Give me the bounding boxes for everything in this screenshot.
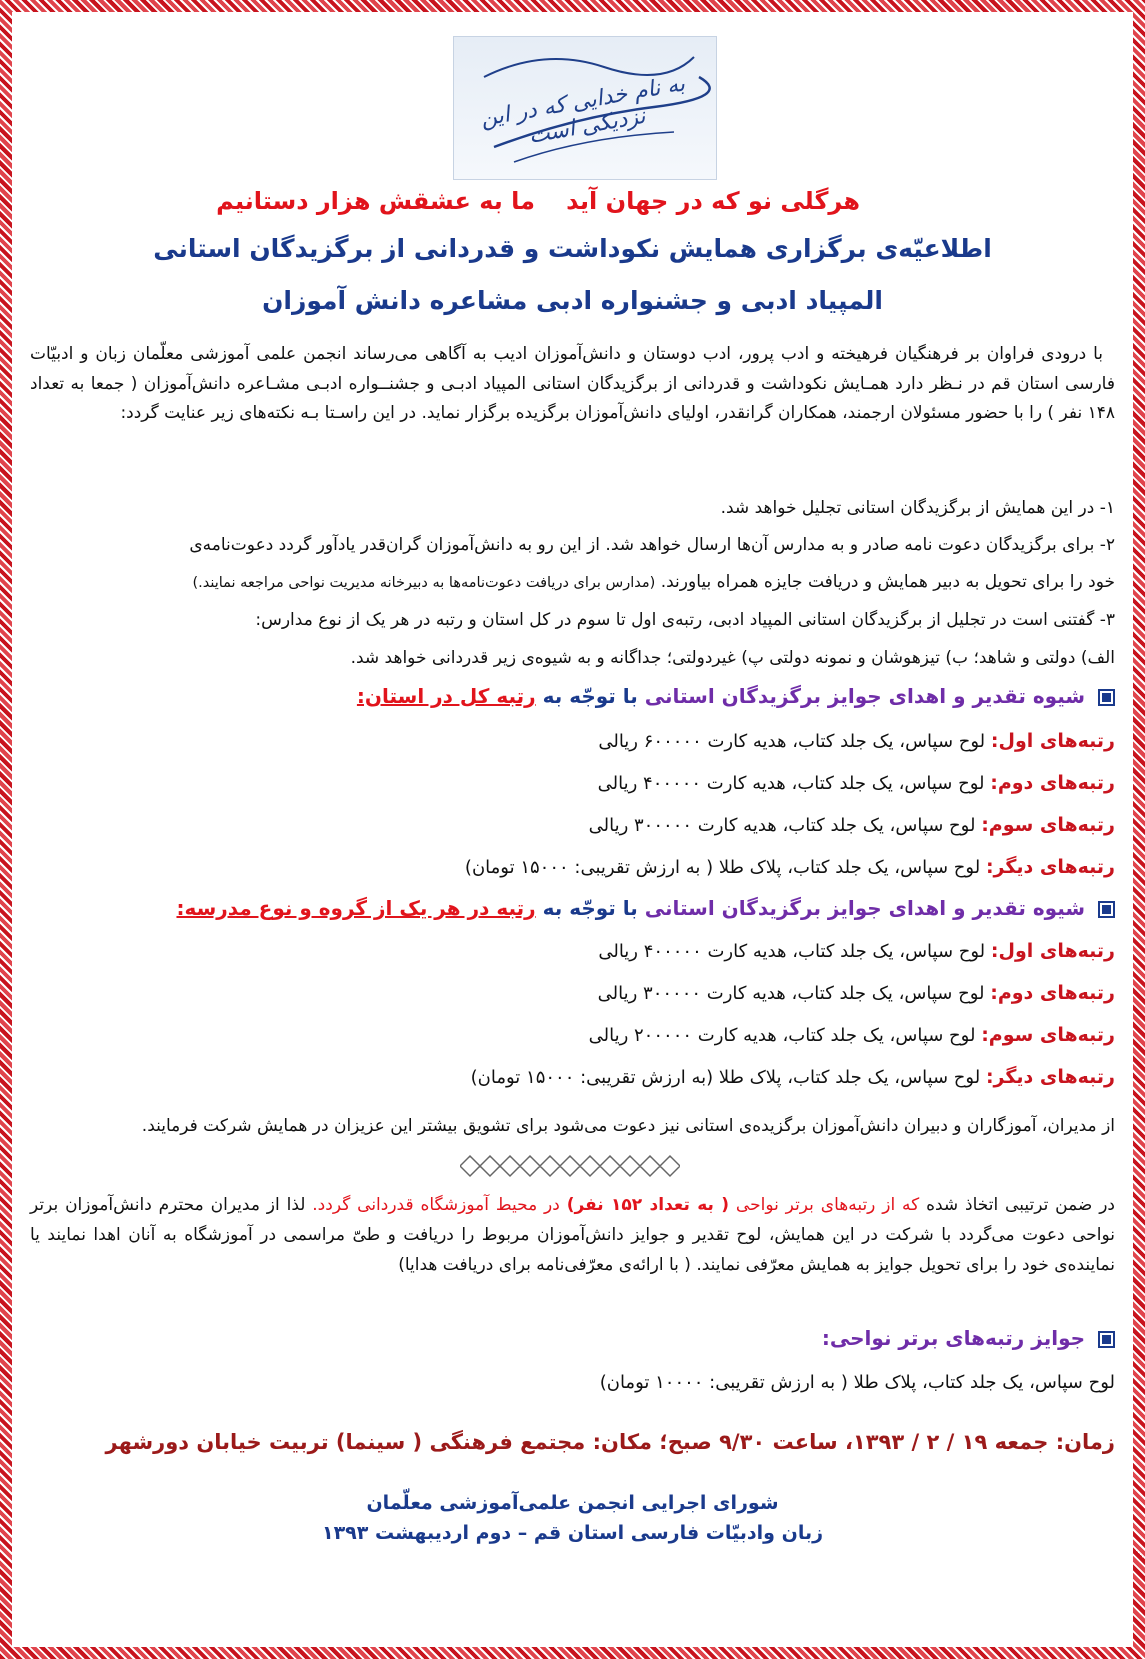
section-1-tail: رتبه کل در استان: [356, 684, 536, 708]
section-1-rank [30, 814, 1115, 836]
event-time-place: زمان: جمعه ۱۹ / ۲ / ۱۳۹۳، ساعت ۹/۳۰ صبح؛ مکان: مجتمع فرهنگی ( سینما) تربیت خیابان دورشهر [105, 1430, 1115, 1454]
section-2-rank [30, 1066, 1115, 1088]
rank-label: رتبه‌های سوم: [981, 814, 1115, 836]
rank-prize: لوح سپاس، یک جلد کتاب، هدیه کارت ۶۰۰۰۰۰ ریالی [598, 731, 986, 752]
square-bullet-icon [1098, 901, 1115, 918]
rank-prize: لوح سپاس، یک جلد کتاب، هدیه کارت ۳۰۰۰۰۰ ریالی [588, 815, 976, 836]
logo-calligraphy-text: به نام خدایی که در این نزدیکی است [478, 71, 687, 149]
point-2-note: (مدارس برای دریافت دعوت‌نامه‌ها به دبیرخانه مدیریت نواحی مراجعه نمایند.) [192, 575, 656, 591]
regional-highlight-2: در محیط آموزشگاه قدردانی گردد. [312, 1195, 560, 1215]
regional-highlight-1: که از رتبه‌های برتر نواحی [735, 1195, 920, 1215]
verse-hemistich-2: ما به عشقش هزار دستانیم [216, 187, 535, 215]
regional-prize-title: جوایز رتبه‌های برتر نواحی: [821, 1326, 1086, 1350]
point-2-line-1: ۲- برای برگزیدگان دعوت نامه صادر و به مدارس آن‌ها ارسال خواهد شد. از این رو به دانش‌آموزان گران‌قدر یادآور گردد دعوت‌نامه‌ی [189, 535, 1115, 555]
regional-count: ( به تعداد ۱۵۲ نفر) [566, 1195, 730, 1215]
announcement-subtitle: المپیاد ادبی و جشنواره ادبی مشاعره دانش آموزان [262, 286, 883, 315]
square-bullet-icon [1098, 1331, 1115, 1348]
invite-line: از مدیران، آموزگاران و دبیران دانش‌آموزان برگزیده‌ی استانی نیز دعوت می‌شود برای تشویق بیشتر این عزیزان در همایش شرکت فرمایند. [141, 1116, 1115, 1136]
section-1-lead: شیوه تقدیر و اهدای جوایز برگزیدگان استانی [644, 684, 1086, 708]
section-2-lead: شیوه تقدیر و اهدای جوایز برگزیدگان استانی [644, 896, 1086, 920]
point-2-line-2 [30, 568, 1115, 597]
verse-hemistich-1: هرگلی نو که در جهان آید [566, 187, 860, 215]
signature-line-1: شورای اجرایی انجمن علمی‌آموزشی معلّمان [366, 1492, 779, 1514]
announcement-title: اطلاعیّه‌ی برگزاری همایش نکوداشت و قدردانی از برگزیدگان استانی [153, 234, 992, 263]
rank-label: رتبه‌های دیگر: [985, 856, 1115, 878]
calligraphy-logo [453, 36, 717, 180]
section-1-heading [30, 684, 1115, 708]
section-2-rank [30, 1024, 1115, 1046]
intro-paragraph: با درودی فراوان بر فرهنگیان فرهیخته و ادب پرور، ادب دوستان و دانش‌آموزان ادیب به آگاهی می‌رساند انجمن علمی آموزشی معلّمان زبان و ادبیّات فارسی استان قم در نـظر دارد همـایش نکوداشت و قدردانی از برگزیدگان استانی المپیاد ادبـی و جشنــواره ادبـی مشـاعره دانش‌آموزان ( جمعا به تعداد ۱۴۸ نفر ) را با حضور مسئولان ارجمند، همکاران گرانقدر، اولیای دانش‌آموزان برگزیده برگزار نماید. در این راسـتا بـه نکته‌های زیر عنایت گردد: [30, 344, 1115, 423]
regional-text-end: لذا از مدیران محترم دانش‌آموزان برتر نواحی دعوت می‌گردد با شرکت در این همایش، لوح تقدیر و جوایز دانش‌آموزان مربوط را دریافت و طیّ مراسمی در آموزشگاه به آنان اهدا نمایند یا نماینده‌ی خود را برای تحویل جوایز به همایش معرّفی نمایند. ( با ارائه‌ی معرّفی‌نامه برای دریافت هدایا) [30, 1195, 1115, 1275]
point-2-text: خود را برای تحویل به دبیر همایش و دریافت جایزه همراه بیاورند. [660, 572, 1115, 592]
rank-prize: لوح سپاس، یک جلد کتاب، پلاک طلا ( به ارزش تقریبی: ۱۵۰۰۰ تومان) [464, 857, 981, 878]
point-3-line-2: الف) دولتی و شاهد؛ ب) تیزهوشان و نمونه دولتی پ) غیردولتی؛ جداگانه و به شیوه‌ی زیر قدردانی خواهد شد. [350, 648, 1115, 668]
section-2-rank [30, 940, 1115, 962]
rank-prize: لوح سپاس، یک جلد کتاب، هدیه کارت ۴۰۰۰۰۰ ریالی [597, 773, 985, 794]
regional-text-start: در ضمن ترتیبی اتخاذ شده [926, 1195, 1115, 1215]
rank-prize: لوح سپاس، یک جلد کتاب، هدیه کارت ۲۰۰۰۰۰ ریالی [588, 1025, 976, 1046]
regional-prize-text: لوح سپاس، یک جلد کتاب، پلاک طلا ( به ارزش تقریبی: ۱۰۰۰۰ تومان) [599, 1372, 1115, 1393]
section-1-rank [30, 856, 1115, 878]
rank-label: رتبه‌های اول: [990, 940, 1115, 962]
section-1-rank [30, 772, 1115, 794]
section-2-rank [30, 982, 1115, 1004]
rank-label: رتبه‌های سوم: [981, 1024, 1115, 1046]
point-3-line-1: ۳- گفتنی است در تجلیل از برگزیدگان استانی المپیاد ادبی، رتبه‌ی اول تا سوم در کل استان و رتبه در هر یک از نوع مدارس: [255, 610, 1115, 630]
rank-label: رتبه‌های دیگر: [985, 1066, 1115, 1088]
section-2-mid: با توجّه به [542, 896, 638, 920]
point-1: ۱- در این همایش از برگزیدگان استانی تجلیل خواهد شد. [720, 498, 1115, 518]
section-2-heading [30, 896, 1115, 920]
rank-label: رتبه‌های دوم: [990, 982, 1115, 1004]
content-area [30, 22, 1115, 1635]
rank-prize: لوح سپاس، یک جلد کتاب، هدیه کارت ۳۰۰۰۰۰ ریالی [597, 983, 985, 1004]
signature-line-2: زبان وادبیّات فارسی استان قم – دوم اردیبهشت ۱۳۹۳ [321, 1522, 824, 1544]
regional-paragraph [30, 1190, 1115, 1280]
regional-prize-heading [30, 1326, 1115, 1350]
section-1-mid: با توجّه به [542, 684, 638, 708]
ornament-divider-icon [460, 1153, 680, 1179]
square-bullet-icon [1098, 689, 1115, 706]
section-1-rank [30, 730, 1115, 752]
rank-label: رتبه‌های دوم: [990, 772, 1115, 794]
rank-prize: لوح سپاس، یک جلد کتاب، پلاک طلا (به ارزش تقریبی: ۱۵۰۰۰ تومان) [470, 1067, 981, 1088]
rank-label: رتبه‌های اول: [990, 730, 1115, 752]
section-2-tail: رتبه در هر یک از گروه و نوع مدرسه: [176, 896, 536, 920]
rank-prize: لوح سپاس، یک جلد کتاب، هدیه کارت ۴۰۰۰۰۰ ریالی [598, 941, 986, 962]
